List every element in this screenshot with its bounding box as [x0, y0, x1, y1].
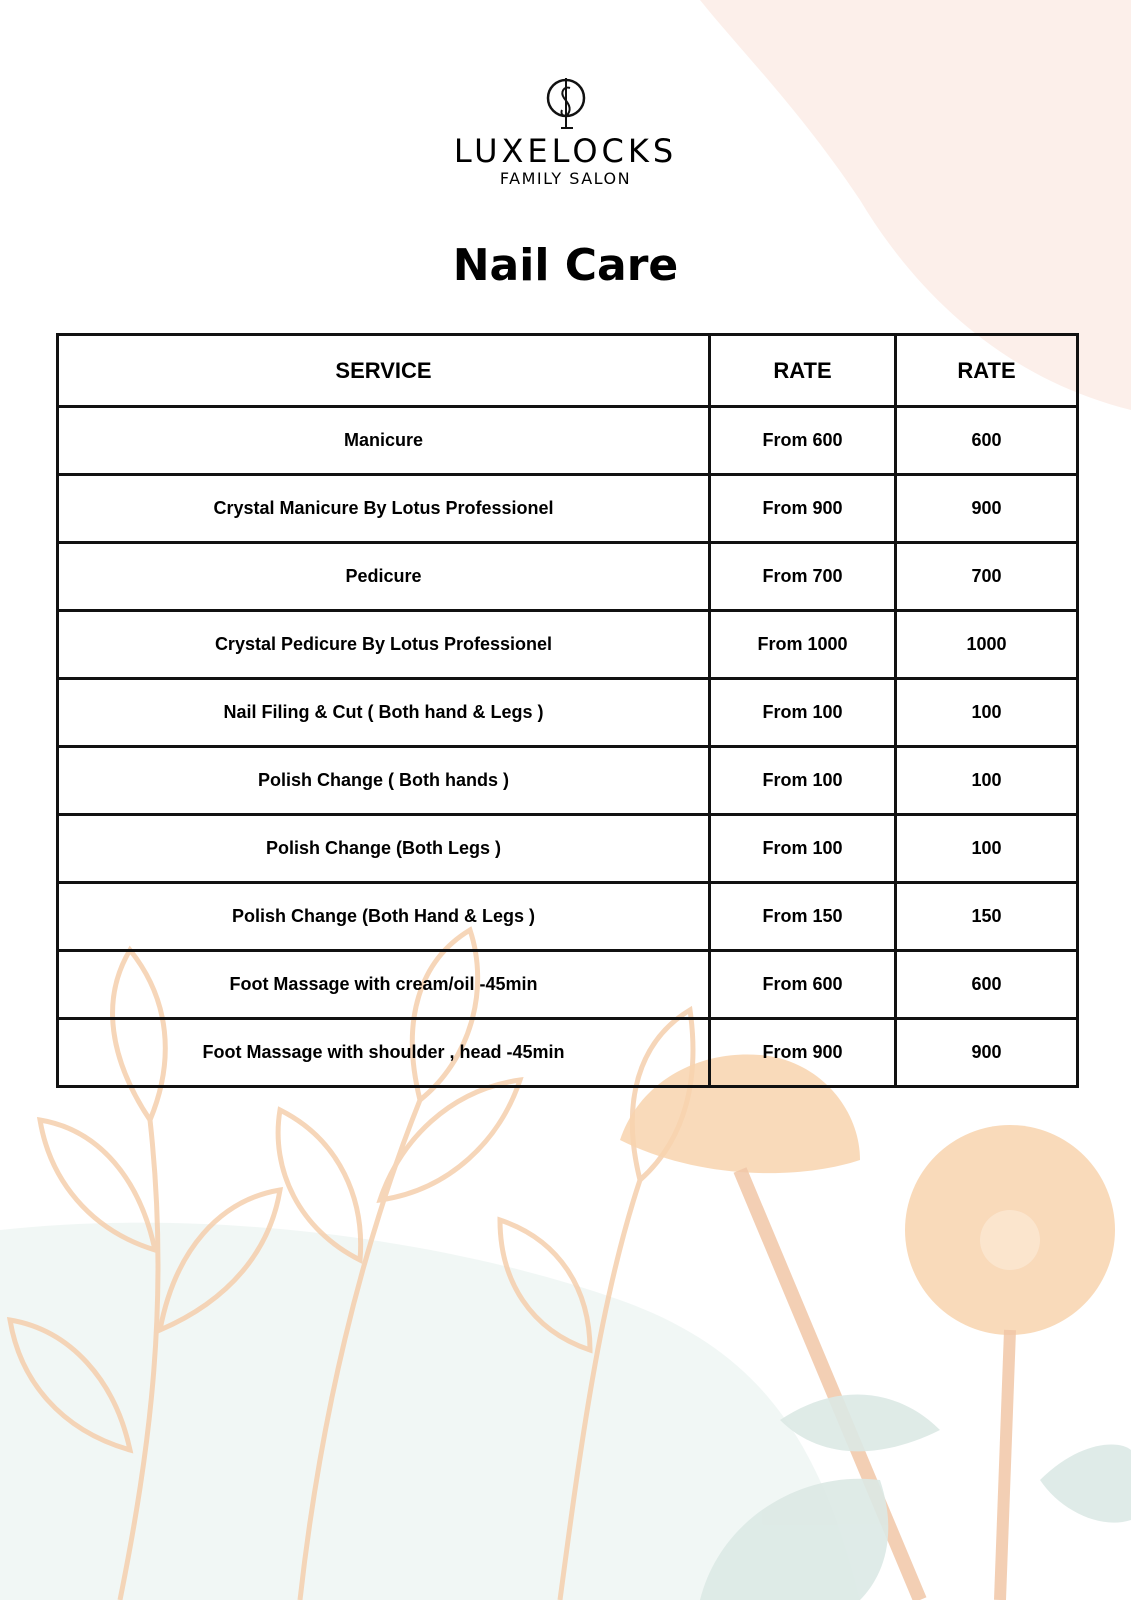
service-rate: From 100 [710, 815, 896, 883]
service-rate: From 600 [710, 407, 896, 475]
service-name: Foot Massage with shoulder , head -45min [58, 1019, 710, 1087]
table-row [58, 747, 1078, 815]
service-price: 900 [896, 475, 1078, 543]
flower-right [905, 1125, 1115, 1600]
table-row [58, 543, 1078, 611]
service-name: Crystal Manicure By Lotus Professionel [58, 475, 710, 543]
monogram-icon [542, 74, 590, 132]
service-name: Polish Change (Both Legs ) [58, 815, 710, 883]
service-name: Crystal Pedicure By Lotus Professionel [58, 611, 710, 679]
service-rate: From 700 [710, 543, 896, 611]
table-row [58, 883, 1078, 951]
header-service: SERVICE [58, 335, 710, 407]
service-rate: From 150 [710, 883, 896, 951]
service-price: 1000 [896, 611, 1078, 679]
service-price: 150 [896, 883, 1078, 951]
service-price: 600 [896, 951, 1078, 1019]
table-header-row [58, 335, 1078, 407]
header-rate: RATE [710, 335, 896, 407]
table-row [58, 407, 1078, 475]
service-name: Nail Filing & Cut ( Both hand & Legs ) [58, 679, 710, 747]
brand-tagline: FAMILY SALON [499, 169, 632, 188]
service-price: 100 [896, 747, 1078, 815]
service-rate: From 600 [710, 951, 896, 1019]
table-row [58, 1019, 1078, 1087]
table-row [58, 679, 1078, 747]
service-rate: From 100 [710, 679, 896, 747]
service-name: Polish Change ( Both hands ) [58, 747, 710, 815]
brand-logo [0, 74, 1131, 189]
brand-name: LUXELOCKS [453, 132, 678, 170]
service-rate: From 900 [710, 475, 896, 543]
table-row [58, 815, 1078, 883]
table-row [58, 611, 1078, 679]
price-table [56, 333, 1079, 1088]
service-price: 600 [896, 407, 1078, 475]
service-price: 700 [896, 543, 1078, 611]
service-name: Manicure [58, 407, 710, 475]
table-row [58, 951, 1078, 1019]
page-title: Nail Care [452, 240, 679, 291]
service-price: 100 [896, 679, 1078, 747]
service-name: Polish Change (Both Hand & Legs ) [58, 883, 710, 951]
service-price: 900 [896, 1019, 1078, 1087]
service-rate: From 1000 [710, 611, 896, 679]
service-rate: From 100 [710, 747, 896, 815]
service-price: 100 [896, 815, 1078, 883]
table-row [58, 475, 1078, 543]
header-rate-2: RATE [896, 335, 1078, 407]
service-name: Pedicure [58, 543, 710, 611]
service-name: Foot Massage with cream/oil -45min [58, 951, 710, 1019]
service-rate: From 900 [710, 1019, 896, 1087]
